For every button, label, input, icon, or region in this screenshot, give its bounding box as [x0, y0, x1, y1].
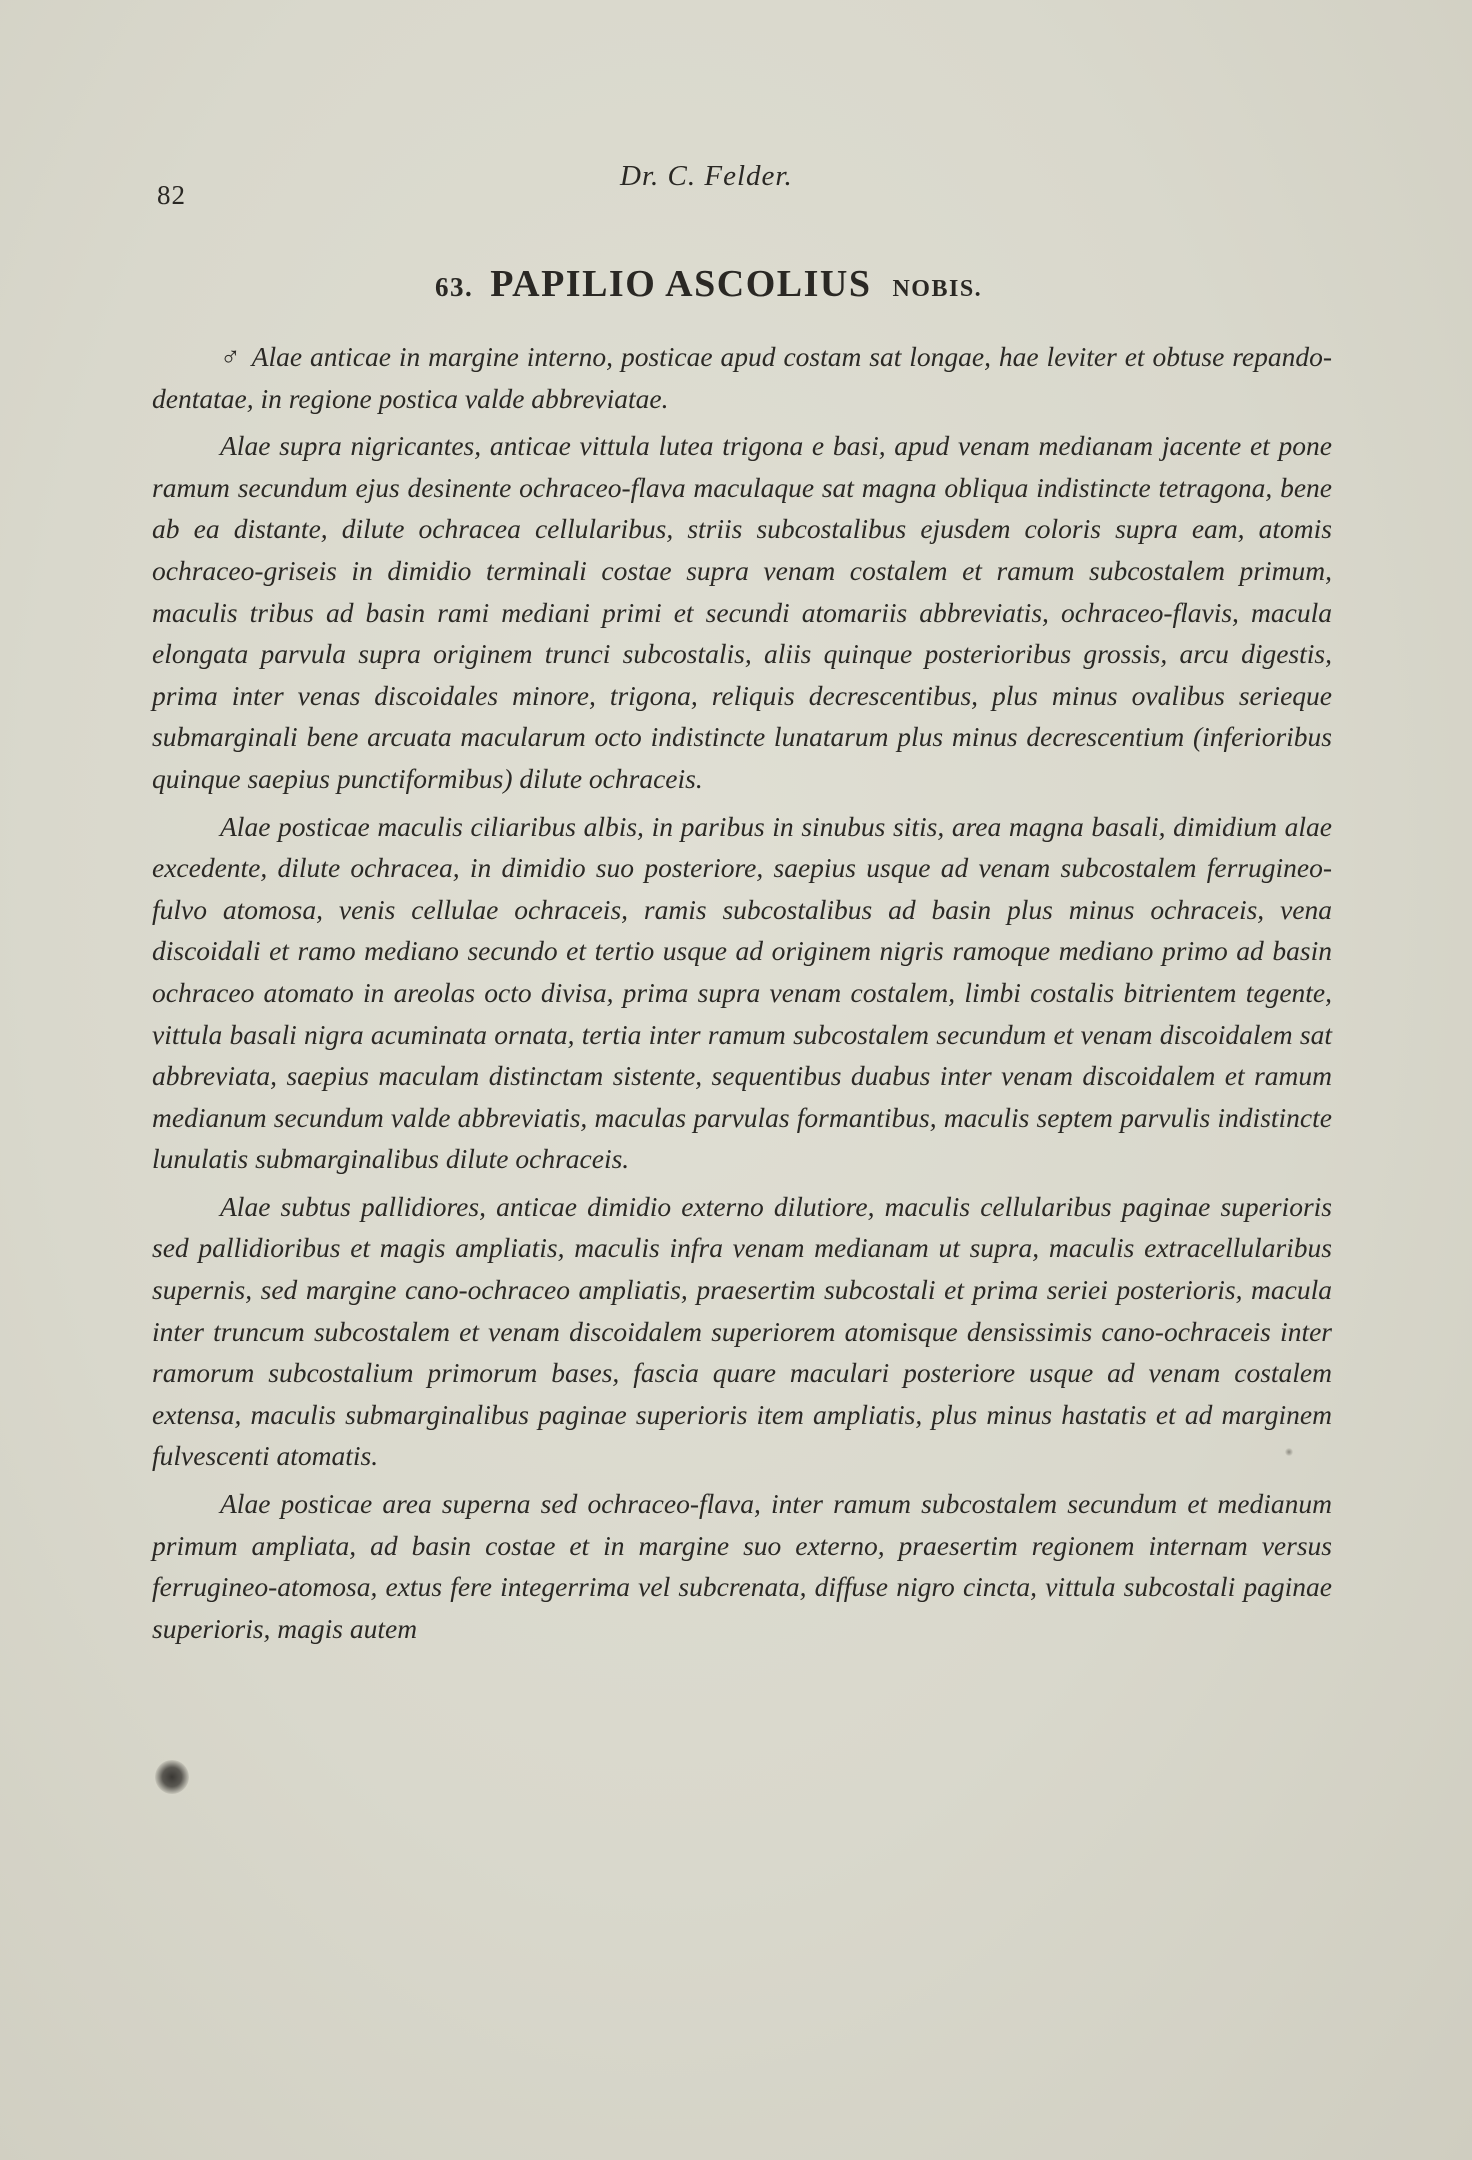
male-symbol-icon: ♂ [220, 341, 242, 372]
species-name: PAPILIO ASCOLIUS [490, 263, 872, 305]
paragraph-2: Alae supra nigricantes, anticae vittula lutea trigona e basi, apud venam medianam jacente et pone ramum secundum ejus desinente ochraceo-flava maculaque sat magna obliqua indistincte tetragona, bene ab ea distante, dilute ochracea cellularibus, striis subcostalibus ejusdem coloris supra eam, atomis ochraceo-griseis in dimidio terminali costae supra venam costalem et ramum subcostalem primum, maculis tribus ad basin rami mediani primi et secundi atomariis abbreviatis, ochraceo-flavis, macula elongata parvula supra originem trunci subcostalis, aliis quinque posterioribus grossis, arcu digestis, prima inter venas discoidales minore, trigona, reliquis decrescentibus, plus minus ovalibus serieque submarginali bene arcuata macularum octo indistincte lunatarum plus minus decrescentium (inferioribus quinque saepius punctiformibus) dilute ochraceis. [152, 430, 1332, 794]
paragraph-text: Alae anticae in margine interno, posticae apud costam sat longae, hae leviter et obtuse repando-dentatae, in regione postica valde abbreviatae. [152, 341, 1332, 414]
paragraph-5: Alae posticae area superna sed ochraceo-flava, inter ramum subcostalem secundum et medianum primum ampliata, ad basin costae et in margine suo externo, praesertim regionem internam versus ferrugineo-atomosa, extus fere integerrima vel subcrenata, diffuse nigro cincta, vittula subcostali paginae superioris, magis autem [152, 1488, 1332, 1644]
species-heading [435, 262, 1135, 306]
species-number: 63. [435, 272, 474, 302]
ink-blot [155, 1760, 189, 1794]
paragraph-1 [152, 336, 1332, 419]
paper-speck [1285, 1448, 1293, 1456]
running-head: Dr. C. Felder. [620, 160, 793, 192]
description-body [152, 336, 1332, 1649]
paragraph-4: Alae subtus pallidiores, anticae dimidio externo dilutiore, maculis cellularibus paginae superioris sed pallidioribus et magis ampliatis, maculis infra venam medianam ut supra, maculis extracellularibus supernis, sed margine cano-ochraceo ampliatis, praesertim subcostali et prima seriei posterioris, macula inter truncum subcostalem et venam discoidalem superiorem atomisque densissimis cano-ochraceis inter ramorum subcostalium primorum bases, fascia quare maculari posteriore usque ad venam costalem extensa, maculis submarginalibus paginae superioris item ampliatis, plus minus hastatis et ad marginem fulvescenti atomatis. [152, 1190, 1332, 1472]
paragraph-3: Alae posticae maculis ciliaribus albis, in paribus in sinubus sitis, area magna basali, dimidium alae excedente, dilute ochracea, in dimidio suo posteriore, saepius usque ad venam subcostalem ferrugineo-fulvo atomosa, venis cellulae ochraceis, ramis subcostalibus ad basin plus minus ochraceis, vena discoidali et ramo mediano secundo et tertio usque ad originem nigris ramoque mediano primo ad basin ochraceo atomato in areolas octo divisa, prima supra venam costalem, limbi costalis bitrientem tegente, vittula basali nigra acuminata ornata, tertia inter ramum subcostalem secundum et venam discoidalem sat abbreviata, saepius maculam distinctam sistente, sequentibus duabus inter venam discoidalem et ramum medianum secundum valde abbreviatis, maculas parvulas formantibus, maculis septem parvulis indistincte lunulatis submarginalibus dilute ochraceis. [152, 810, 1332, 1175]
species-author: NOBIS. [892, 276, 983, 302]
page-number: 82 [157, 180, 186, 210]
